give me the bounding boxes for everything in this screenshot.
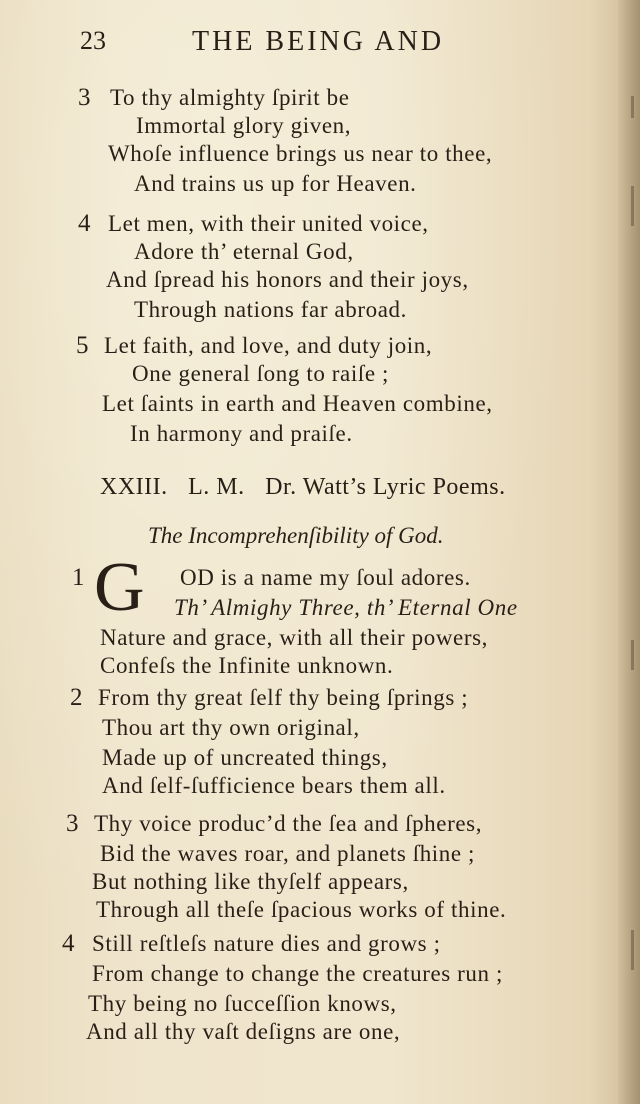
verse-line: And ſelf-ſufficience bears them all. — [102, 773, 446, 798]
page-header — [80, 22, 500, 62]
verse-line: Confeſs the Infinite unknown. — [100, 653, 394, 678]
verse-line: Adore th’ eternal God, — [134, 239, 354, 264]
verse-line: And trains us up for Heaven. — [134, 171, 417, 196]
verse-line: Let ſaints in earth and Heaven combine, — [102, 391, 493, 416]
verse-line: Let men, with their united voice, — [108, 211, 429, 236]
verse-line: Through all theſe ſpacious works of thine. — [96, 897, 507, 922]
verse-line: Th’ Almighy Three, th’ Eternal One — [174, 595, 518, 620]
gutter-mark — [631, 96, 634, 118]
verse-line: Thy being no ſucceſſion knows, — [88, 991, 397, 1016]
running-head: THE BEING AND — [192, 26, 445, 57]
stanza-number: 1 — [72, 564, 85, 591]
verse-line: From thy great ſelf thy being ſprings ; — [98, 685, 469, 710]
gutter-mark — [631, 186, 634, 226]
verse-line: OD is a name my ſoul adores. — [180, 565, 471, 590]
hymn-number: XXIII. — [100, 474, 168, 500]
verse-line: Thy voice produc’d the ſea and ſpheres, — [94, 811, 483, 836]
hymn-meter: L. M. — [188, 474, 245, 500]
verse-line: From change to change the creatures run ; — [92, 961, 503, 986]
stanza-number: 3 — [78, 84, 91, 111]
hymn-heading — [100, 474, 520, 501]
verse-line: One general ſong to raiſe ; — [132, 361, 389, 386]
stanza-number: 3 — [66, 810, 79, 837]
verse-line: And all thy vaſt deſigns are one, — [86, 1019, 401, 1044]
verse-line: Still reſtleſs nature dies and grows ; — [92, 931, 441, 956]
page-number: 23 — [80, 26, 106, 55]
verse-line: Through nations far abroad. — [134, 297, 407, 322]
verse-line: Made up of uncreated things, — [102, 745, 388, 770]
stanza-number: 5 — [76, 332, 89, 359]
verse-line: To thy almighty ſpirit be — [110, 85, 350, 110]
verse-line: Immortal glory given, — [136, 113, 352, 138]
stanza-number: 4 — [62, 930, 75, 957]
hymn-subtitle: The Incomprehenſibility of God. — [148, 523, 444, 548]
verse-line: But nothing like thyſelf appears, — [92, 869, 409, 894]
verse-line: In harmony and praiſe. — [130, 421, 353, 446]
page-gutter — [618, 0, 640, 1104]
verse-line: Whoſe influence brings us near to thee, — [108, 141, 493, 166]
stanza-number: 4 — [78, 210, 91, 237]
verse-line: And ſpread his honors and their joys, — [106, 267, 469, 292]
gutter-mark — [631, 640, 634, 670]
verse-line: Bid the waves roar, and planets ſhine ; — [100, 841, 476, 866]
hymn-source: Dr. Watt’s Lyric Poems. — [265, 474, 506, 500]
verse-line: Nature and grace, with all their powers, — [100, 625, 489, 650]
stanza-number: 2 — [70, 684, 83, 711]
verse-line: Thou art thy own original, — [102, 715, 360, 740]
verse-line: Let faith, and love, and duty join, — [104, 333, 433, 358]
gutter-mark — [631, 930, 634, 970]
drop-cap: G — [94, 549, 145, 626]
